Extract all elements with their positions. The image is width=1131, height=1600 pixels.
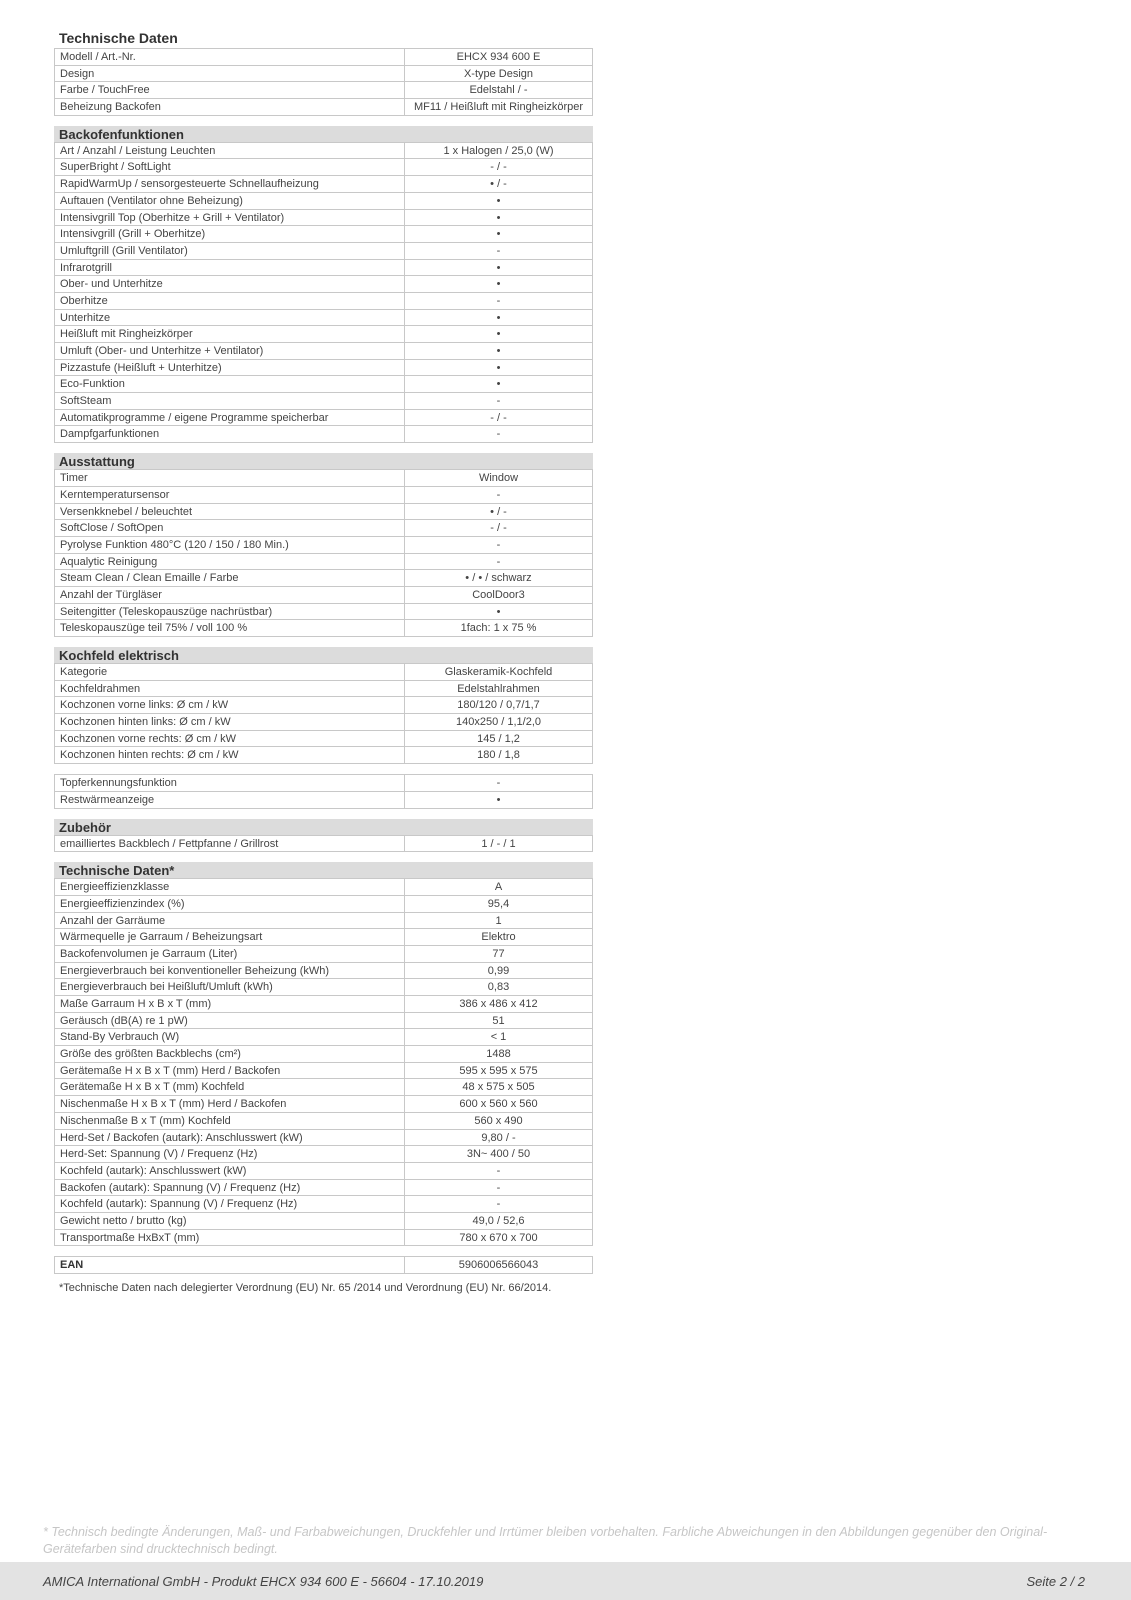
table-row (55, 731, 592, 748)
row-label: Kochzonen vorne rechts: Ø cm / kW (55, 731, 405, 747)
table-row (55, 470, 592, 487)
row-value: 145 / 1,2 (477, 732, 520, 745)
table-row (55, 176, 592, 193)
row-label: Restwärmeanzeige (55, 792, 405, 808)
table-row (55, 604, 592, 621)
table-row (55, 243, 592, 260)
table-row (55, 946, 592, 963)
row-value: 600 x 560 x 560 (459, 1098, 538, 1111)
row-label: Energieverbrauch bei konventioneller Beheizung (kWh) (55, 963, 405, 979)
footer-page-number: Seite 2 / 2 (1026, 1574, 1085, 1589)
row-label: Aqualytic Reinigung (55, 554, 405, 570)
row-label: Unterhitze (55, 310, 405, 326)
row-label: Ober- und Unterhitze (55, 276, 405, 292)
row-value: 5906006566043 (458, 1259, 539, 1272)
table-row (55, 1013, 592, 1030)
table-row (55, 487, 592, 504)
row-label: Nischenmaße B x T (mm) Kochfeld (55, 1113, 405, 1129)
table-row (55, 1213, 592, 1230)
row-label: Kochzonen hinten links: Ø cm / kW (55, 714, 405, 730)
row-value: 1fach: 1 x 75 % (460, 622, 537, 635)
spec-section (54, 126, 593, 443)
table-row (55, 664, 592, 681)
row-label: SoftSteam (55, 393, 405, 409)
row-label: Größe des größten Backblechs (cm²) (55, 1046, 405, 1062)
table-row (55, 775, 592, 792)
row-value: 49,0 / 52,6 (472, 1214, 525, 1227)
spec-section (54, 862, 593, 1246)
row-label: Oberhitze (55, 293, 405, 309)
row-value: • (496, 261, 501, 274)
table-row (55, 393, 592, 410)
table-row (55, 376, 592, 393)
row-label: Gerätemaße H x B x T (mm) Herd / Backofen (55, 1063, 405, 1079)
row-label: Kategorie (55, 664, 405, 680)
row-value: • (496, 228, 501, 241)
row-label: Eco-Funktion (55, 376, 405, 392)
row-label: Art / Anzahl / Leistung Leuchten (55, 143, 405, 159)
row-value: • (496, 278, 501, 291)
row-label: Pyrolyse Funktion 480°C (120 / 150 / 180 Min.) (55, 537, 405, 553)
row-value: - (496, 1181, 501, 1194)
row-label: Intensivgrill Top (Oberhitze + Grill + Ventilator) (55, 210, 405, 226)
table-row (55, 1146, 592, 1163)
row-value: • / - (490, 505, 507, 518)
table-row (55, 554, 592, 571)
spec-table (54, 142, 593, 443)
page-footer (0, 1562, 1131, 1600)
row-value: Window (478, 472, 519, 485)
row-value: - (496, 1198, 501, 1211)
row-value: 3N~ 400 / 50 (466, 1148, 531, 1161)
row-label: Kochzonen vorne links: Ø cm / kW (55, 697, 405, 713)
table-row (55, 1196, 592, 1213)
row-value: 780 x 670 x 700 (459, 1231, 538, 1244)
table-row (55, 1257, 592, 1274)
row-value: 560 x 490 (474, 1114, 523, 1127)
row-label: Herd-Set: Spannung (V) / Frequenz (Hz) (55, 1146, 405, 1162)
row-value: - (496, 555, 501, 568)
row-value: - (496, 538, 501, 551)
table-row (55, 879, 592, 896)
table-row (55, 1029, 592, 1046)
row-value: Edelstahlrahmen (457, 682, 540, 695)
row-value: - (496, 428, 501, 441)
spec-section (54, 453, 593, 637)
table-row (55, 143, 592, 160)
table-row (55, 66, 592, 83)
spec-table (54, 1256, 593, 1274)
spec-table (54, 663, 593, 764)
row-label: Kochzonen hinten rechts: Ø cm / kW (55, 747, 405, 763)
row-label: Modell / Art.-Nr. (55, 49, 405, 65)
row-label: Anzahl der Garräume (55, 913, 405, 929)
row-label: Maße Garraum H x B x T (mm) (55, 996, 405, 1012)
disclaimer: * Technisch bedingte Änderungen, Maß- und Farbabweichungen, Druckfehler und Irrtümer bleiben vorbehalten. Farbliche Abweichungen in den Abbildungen gegenüber den Original-Gerätefarben sind drucktechnisch bedingt. (43, 1525, 1048, 1556)
row-value: CoolDoor3 (472, 588, 525, 601)
table-row (55, 1063, 592, 1080)
row-value: 180 / 1,8 (477, 749, 520, 762)
table-row (55, 836, 592, 853)
row-value: • (496, 345, 501, 357)
row-value: - (496, 1164, 501, 1177)
table-row (55, 343, 592, 360)
row-label: Automatikprogramme / eigene Programme speicherbar (55, 410, 405, 426)
spec-document (54, 28, 593, 1294)
table-row (55, 410, 592, 427)
row-value: MF11 / Heißluft mit Ringheizkörper (413, 101, 584, 114)
row-value: 1 / - / 1 (481, 837, 516, 850)
row-value: • (496, 211, 501, 224)
row-value: • (496, 605, 501, 618)
row-value: A (494, 881, 503, 894)
table-row (55, 99, 592, 116)
row-value: 180/120 / 0,7/1,7 (457, 699, 540, 712)
row-value: • / • / schwarz (465, 572, 532, 585)
row-value: Edelstahl / - (469, 84, 528, 97)
table-row (55, 310, 592, 327)
row-label: Pizzastufe (Heißluft + Unterhitze) (55, 360, 405, 376)
table-row (55, 520, 592, 537)
row-label: Auftauen (Ventilator ohne Beheizung) (55, 193, 405, 209)
table-row (55, 276, 592, 293)
table-row (55, 504, 592, 521)
row-value: - / - (490, 522, 507, 535)
row-label: Steam Clean / Clean Emaille / Farbe (55, 570, 405, 586)
table-row (55, 226, 592, 243)
table-row (55, 1046, 592, 1063)
table-row (55, 1113, 592, 1130)
row-label: Farbe / TouchFree (55, 82, 405, 98)
section-header: Zubehör (54, 819, 593, 835)
spec-section (54, 1256, 593, 1274)
row-value: - / - (490, 161, 507, 174)
row-label: Design (55, 66, 405, 82)
table-row (55, 996, 592, 1013)
row-label: Teleskopauszüge teil 75% / voll 100 % (55, 620, 405, 636)
table-row (55, 979, 592, 996)
section-header: Backofenfunktionen (54, 126, 593, 142)
table-row (55, 570, 592, 587)
row-value: 51 (492, 1014, 505, 1027)
row-label: Gerätemaße H x B x T (mm) Kochfeld (55, 1079, 405, 1095)
row-value: Elektro (481, 931, 516, 944)
spec-table (54, 469, 593, 637)
table-row (55, 159, 592, 176)
row-value: • (496, 361, 501, 374)
table-row (55, 620, 592, 637)
section-header: Ausstattung (54, 453, 593, 469)
row-value: - (496, 777, 501, 790)
row-value: - (496, 488, 501, 501)
row-value: 1 x Halogen / 25,0 (W) (443, 144, 554, 157)
table-row (55, 929, 592, 946)
spec-table (54, 48, 593, 116)
row-label: Seitengitter (Teleskopauszüge nachrüstbar) (55, 604, 405, 620)
table-row (55, 49, 592, 66)
row-label: Energieverbrauch bei Heißluft/Umluft (kWh) (55, 979, 405, 995)
table-row (55, 326, 592, 343)
footnote: *Technische Daten nach delegierter Verordnung (EU) Nr. 65 /2014 und Verordnung (EU) Nr. 66/2014. (59, 1282, 552, 1294)
row-label: Umluftgrill (Grill Ventilator) (55, 243, 405, 259)
row-value: - (496, 395, 501, 408)
table-row (55, 210, 592, 227)
table-row (55, 82, 592, 99)
row-label: Umluft (Ober- und Unterhitze + Ventilator) (55, 343, 405, 359)
row-label: Backofen (autark): Spannung (V) / Frequenz (Hz) (55, 1180, 405, 1196)
row-label: Beheizung Backofen (55, 99, 405, 115)
table-row (55, 193, 592, 210)
row-label: Kochfeld (autark): Anschlusswert (kW) (55, 1163, 405, 1179)
table-row (55, 426, 592, 443)
row-value: • / - (490, 178, 507, 191)
row-label: Energieeffizienzklasse (55, 879, 405, 895)
row-value: 0,83 (487, 981, 510, 994)
row-label: Anzahl der Türgläser (55, 587, 405, 603)
table-row (55, 714, 592, 731)
row-value: • (496, 194, 501, 207)
table-row (55, 1180, 592, 1197)
row-value: Glaskeramik-Kochfeld (444, 666, 553, 678)
table-row (55, 1096, 592, 1113)
row-label: Intensivgrill (Grill + Oberhitze) (55, 226, 405, 242)
spec-section (54, 647, 593, 764)
row-label: Heißluft mit Ringheizkörper (55, 326, 405, 342)
spec-section (54, 48, 593, 116)
row-value: < 1 (490, 1031, 507, 1044)
row-value: • (496, 311, 501, 324)
spec-sections (54, 48, 593, 1274)
table-row (55, 792, 592, 809)
row-value: - (496, 244, 501, 257)
row-label: Transportmaße HxBxT (mm) (55, 1230, 405, 1246)
row-value: 386 x 486 x 412 (459, 998, 538, 1010)
table-row (55, 293, 592, 310)
row-value: 0,99 (487, 964, 510, 977)
spec-table (54, 774, 593, 808)
spec-section (54, 819, 593, 853)
row-label: Versenkknebel / beleuchtet (55, 504, 405, 520)
row-label: EAN (55, 1257, 405, 1273)
row-label: Energieeffizienzindex (%) (55, 896, 405, 912)
row-label: Kochfeldrahmen (55, 681, 405, 697)
row-label: Geräusch (dB(A) re 1 pW) (55, 1013, 405, 1029)
row-value: X-type Design (463, 67, 534, 80)
table-row (55, 1079, 592, 1096)
row-label: SuperBright / SoftLight (55, 159, 405, 175)
table-row (55, 896, 592, 913)
row-value: • (496, 378, 501, 391)
row-label: Backofenvolumen je Garraum (Liter) (55, 946, 405, 962)
row-label: Kochfeld (autark): Spannung (V) / Frequenz (Hz) (55, 1196, 405, 1212)
table-row (55, 260, 592, 277)
spec-section (54, 774, 593, 808)
row-label: emailliertes Backblech / Fettpfanne / Grillrost (55, 836, 405, 852)
row-label: Topferkennungsfunktion (55, 775, 405, 791)
row-value: 1488 (486, 1048, 511, 1061)
footer-company-text: AMICA International GmbH - Produkt EHCX 934 600 E - 56604 - 17.10.2019 (43, 1574, 484, 1589)
row-label: RapidWarmUp / sensorgesteuerte Schnellaufheizung (55, 176, 405, 192)
row-value: 48 x 575 x 505 (462, 1081, 535, 1094)
table-row (55, 1163, 592, 1180)
page-title: Technische Daten (59, 30, 178, 46)
spec-table (54, 835, 593, 853)
row-value: - (496, 294, 501, 307)
row-value: 77 (492, 947, 505, 960)
table-row (55, 913, 592, 930)
row-label: Dampfgarfunktionen (55, 426, 405, 442)
table-row (55, 697, 592, 714)
row-label: Timer (55, 470, 405, 486)
row-value: 9,80 / - (481, 1131, 516, 1144)
table-row (55, 1230, 592, 1247)
row-label: SoftClose / SoftOpen (55, 520, 405, 536)
table-row (55, 360, 592, 377)
row-label: Infrarotgrill (55, 260, 405, 276)
section-header: Kochfeld elektrisch (54, 647, 593, 663)
table-row (55, 681, 592, 698)
row-value: 140x250 / 1,1/2,0 (455, 716, 541, 729)
spec-table (54, 878, 593, 1246)
row-value: 95,4 (487, 897, 510, 910)
table-row (55, 747, 592, 764)
row-value: • (496, 793, 501, 806)
row-value: 1 (495, 914, 502, 927)
table-row (55, 963, 592, 980)
row-label: Stand-By Verbrauch (W) (55, 1029, 405, 1045)
row-label: Kerntemperatursensor (55, 487, 405, 503)
row-value: • (496, 328, 501, 341)
section-header: Technische Daten* (54, 862, 593, 878)
row-label: Gewicht netto / brutto (kg) (55, 1213, 405, 1229)
row-label: Wärmequelle je Garraum / Beheizungsart (55, 929, 405, 945)
table-row (55, 1130, 592, 1147)
table-row (55, 537, 592, 554)
row-value: EHCX 934 600 E (456, 51, 541, 63)
row-label: Nischenmaße H x B x T (mm) Herd / Backofen (55, 1096, 405, 1112)
row-value: - / - (490, 411, 507, 424)
row-value: 595 x 595 x 575 (459, 1064, 538, 1077)
row-label: Herd-Set / Backofen (autark): Anschlusswert (kW) (55, 1130, 405, 1146)
table-row (55, 587, 592, 604)
